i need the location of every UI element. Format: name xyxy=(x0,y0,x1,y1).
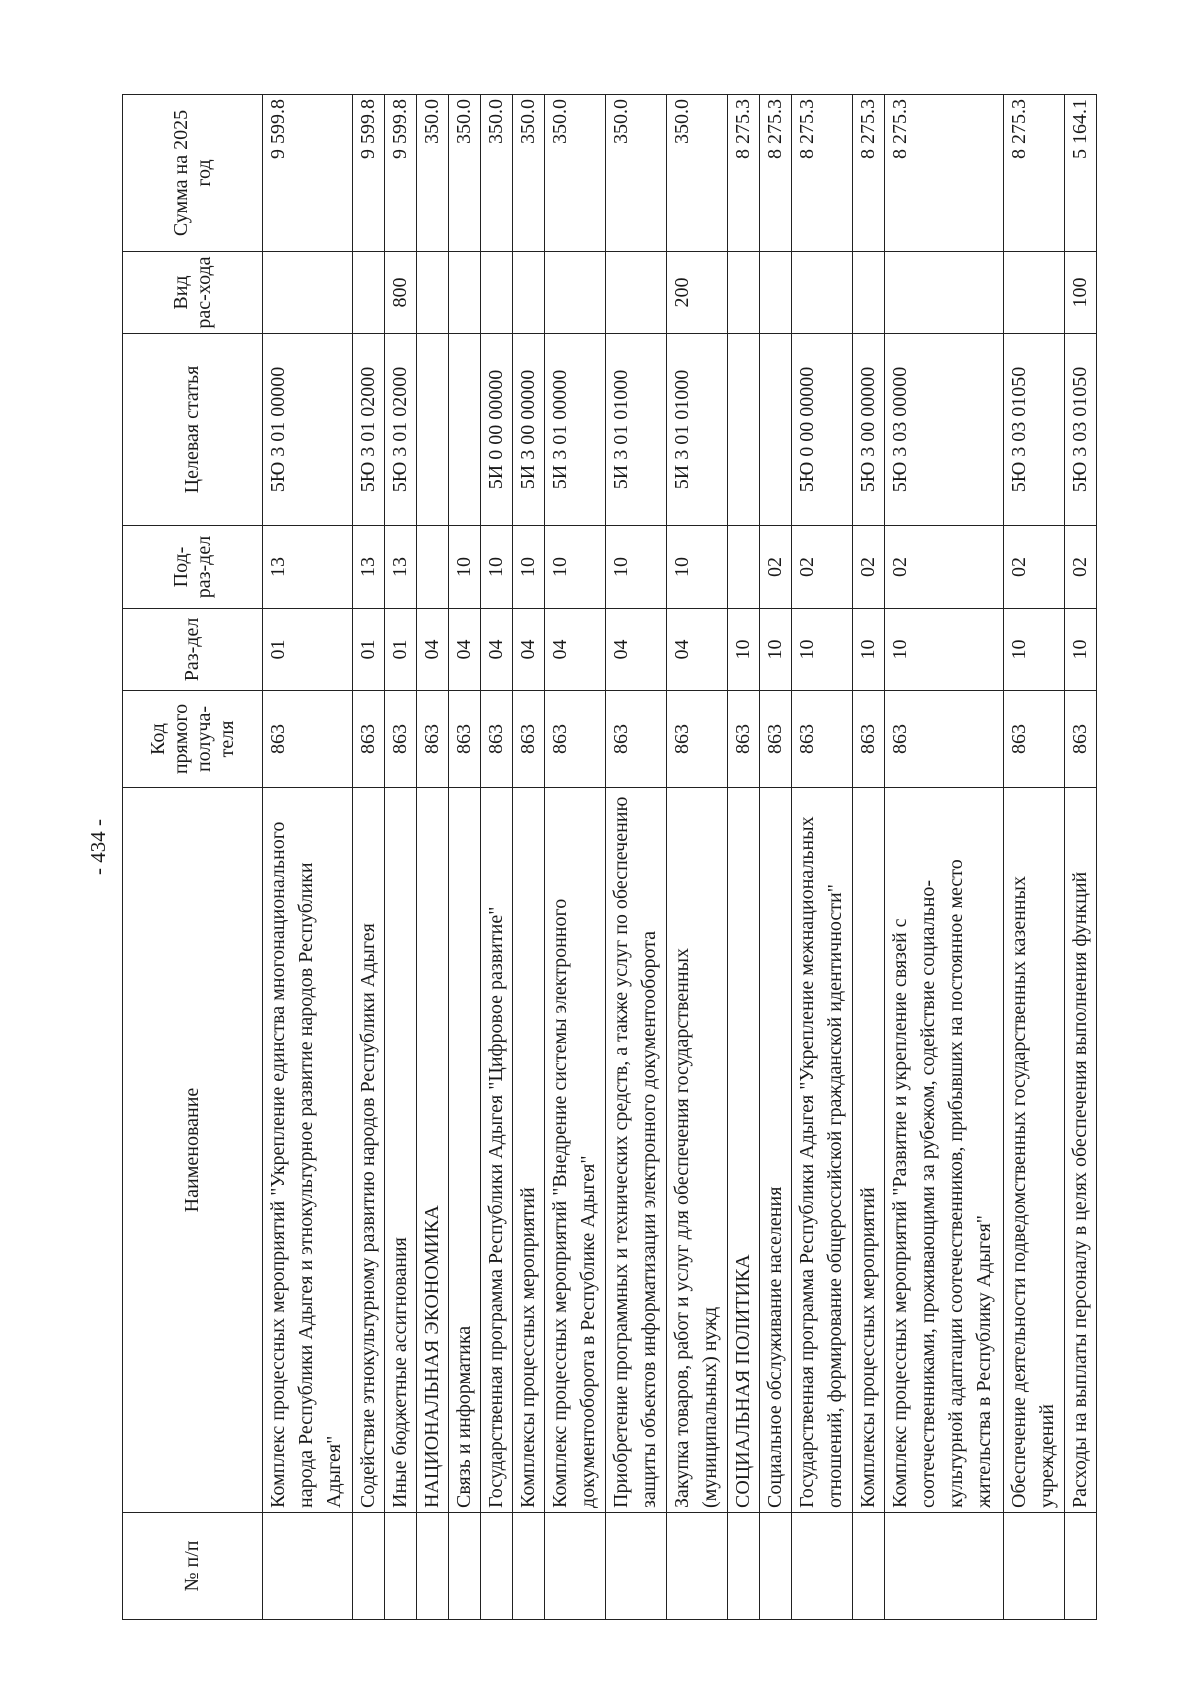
row-num xyxy=(513,1513,545,1620)
table-row xyxy=(513,95,545,1620)
table-row xyxy=(481,95,513,1620)
row-section: 10 xyxy=(853,609,885,691)
row-expense xyxy=(728,252,760,334)
table-row xyxy=(606,95,667,1620)
header-sum: Сумма на 2025 год xyxy=(123,95,263,252)
row-code: 863 xyxy=(449,691,481,788)
row-num xyxy=(792,1513,853,1620)
row-target: 5И 3 01 01000 xyxy=(667,334,728,526)
row-name: Социальное обслуживание населения xyxy=(760,788,792,1513)
table-row xyxy=(416,95,448,1620)
row-expense xyxy=(606,252,667,334)
row-expense xyxy=(513,252,545,334)
table-row xyxy=(760,95,792,1620)
budget-table xyxy=(122,94,1097,1620)
row-sum: 9 599.8 xyxy=(384,95,416,252)
row-name: НАЦИОНАЛЬНАЯ ЭКОНОМИКА xyxy=(416,788,448,1513)
row-sum: 8 275.3 xyxy=(760,95,792,252)
row-subsection: 02 xyxy=(1003,526,1064,609)
row-section: 04 xyxy=(667,609,728,691)
row-sum: 9 599.8 xyxy=(352,95,384,252)
row-code: 863 xyxy=(792,691,853,788)
row-num xyxy=(416,1513,448,1620)
table-row xyxy=(263,95,353,1620)
row-num xyxy=(481,1513,513,1620)
row-section: 10 xyxy=(760,609,792,691)
row-target: 5Ю 3 01 02000 xyxy=(352,334,384,526)
row-expense xyxy=(449,252,481,334)
page-number: - 434 - xyxy=(86,819,110,875)
row-subsection: 02 xyxy=(792,526,853,609)
table-row xyxy=(667,95,728,1620)
row-name: Иные бюджетные ассигнования xyxy=(384,788,416,1513)
table-row xyxy=(449,95,481,1620)
row-expense xyxy=(352,252,384,334)
row-sum: 8 275.3 xyxy=(885,95,1004,252)
row-target: 5Ю 0 00 00000 xyxy=(792,334,853,526)
header-num: № п/п xyxy=(123,1513,263,1620)
row-expense xyxy=(760,252,792,334)
row-subsection: 02 xyxy=(760,526,792,609)
row-section: 10 xyxy=(792,609,853,691)
row-name: Приобретение программных и технических средств, а также услуг по обеспечению защиты объектов информатизации электронного документооборота xyxy=(606,788,667,1513)
row-num xyxy=(1064,1513,1096,1620)
row-sum: 8 275.3 xyxy=(792,95,853,252)
table-row xyxy=(885,95,1004,1620)
row-name: Закупка товаров, работ и услуг для обеспечения государственных (муниципальных) нужд xyxy=(667,788,728,1513)
row-code: 863 xyxy=(513,691,545,788)
row-code: 863 xyxy=(416,691,448,788)
row-num xyxy=(263,1513,353,1620)
header-target: Целевая статья xyxy=(123,334,263,526)
row-code: 863 xyxy=(1064,691,1096,788)
row-expense xyxy=(853,252,885,334)
row-subsection: 02 xyxy=(853,526,885,609)
row-name: Связь и информатика xyxy=(449,788,481,1513)
row-code: 863 xyxy=(352,691,384,788)
row-name: Содействие этнокультурному развитию народов Республики Адыгея xyxy=(352,788,384,1513)
table-row xyxy=(1064,95,1096,1620)
row-section: 04 xyxy=(449,609,481,691)
header-code: Код прямого получа-теля xyxy=(123,691,263,788)
row-sum: 350.0 xyxy=(416,95,448,252)
row-target: 5Ю 3 01 02000 xyxy=(384,334,416,526)
row-target: 5И 3 01 01000 xyxy=(606,334,667,526)
row-code: 863 xyxy=(606,691,667,788)
row-subsection: 10 xyxy=(481,526,513,609)
row-num xyxy=(1003,1513,1064,1620)
row-sum: 350.0 xyxy=(545,95,606,252)
row-num xyxy=(606,1513,667,1620)
row-section: 10 xyxy=(728,609,760,691)
row-sum: 9 599.8 xyxy=(263,95,353,252)
row-code: 863 xyxy=(263,691,353,788)
row-expense xyxy=(481,252,513,334)
row-section: 10 xyxy=(1003,609,1064,691)
row-name: Комплексы процессных мероприятий xyxy=(513,788,545,1513)
row-subsection: 10 xyxy=(667,526,728,609)
table-row xyxy=(853,95,885,1620)
row-target: 5Ю 3 03 01050 xyxy=(1064,334,1096,526)
header-row xyxy=(123,95,263,1620)
row-name: Расходы на выплаты персоналу в целях обеспечения выполнения функций xyxy=(1064,788,1096,1513)
header-expense: Вид рас-хода xyxy=(123,252,263,334)
row-section: 10 xyxy=(885,609,1004,691)
row-expense xyxy=(545,252,606,334)
row-sum: 8 275.3 xyxy=(728,95,760,252)
header-name: Наименование xyxy=(123,788,263,1513)
table-row xyxy=(728,95,760,1620)
row-code: 863 xyxy=(667,691,728,788)
row-num xyxy=(853,1513,885,1620)
row-sum: 350.0 xyxy=(606,95,667,252)
row-section: 01 xyxy=(384,609,416,691)
row-name: Обеспечение деятельности подведомственных государственных казенных учреждений xyxy=(1003,788,1064,1513)
row-section: 04 xyxy=(545,609,606,691)
row-expense xyxy=(1003,252,1064,334)
row-code: 863 xyxy=(384,691,416,788)
row-code: 863 xyxy=(481,691,513,788)
row-num xyxy=(545,1513,606,1620)
row-target: 5Ю 3 03 01050 xyxy=(1003,334,1064,526)
row-expense xyxy=(885,252,1004,334)
row-name: Комплекс процессных мероприятий "Внедрение системы электронного документооборота в Республике Адыгея" xyxy=(545,788,606,1513)
row-sum: 350.0 xyxy=(667,95,728,252)
row-expense xyxy=(416,252,448,334)
row-target xyxy=(760,334,792,526)
row-sum: 350.0 xyxy=(449,95,481,252)
row-expense: 800 xyxy=(384,252,416,334)
budget-table-rotated xyxy=(122,95,1097,1620)
row-section: 04 xyxy=(481,609,513,691)
row-target xyxy=(416,334,448,526)
row-subsection: 10 xyxy=(606,526,667,609)
row-sum: 5 164.1 xyxy=(1064,95,1096,252)
row-section: 04 xyxy=(513,609,545,691)
row-subsection xyxy=(416,526,448,609)
header-subsection: Под-раз-дел xyxy=(123,526,263,609)
row-name: Комплекс процессных мероприятий "Развитие и укрепление связей с соотечественниками, проживающими за рубежом, содействие социально-культурной адаптации соотечественников, прибывших на постоянное место жительства в Республику Адыгея" xyxy=(885,788,1004,1513)
row-subsection: 10 xyxy=(545,526,606,609)
row-expense xyxy=(263,252,353,334)
row-target: 5И 0 00 00000 xyxy=(481,334,513,526)
row-subsection: 13 xyxy=(263,526,353,609)
row-code: 863 xyxy=(545,691,606,788)
row-target: 5Ю 3 03 00000 xyxy=(885,334,1004,526)
row-name: СОЦИАЛЬНАЯ ПОЛИТИКА xyxy=(728,788,760,1513)
row-expense: 100 xyxy=(1064,252,1096,334)
row-subsection: 10 xyxy=(449,526,481,609)
row-num xyxy=(384,1513,416,1620)
row-code: 863 xyxy=(728,691,760,788)
row-section: 10 xyxy=(1064,609,1096,691)
row-target: 5И 3 01 00000 xyxy=(545,334,606,526)
row-subsection: 02 xyxy=(885,526,1004,609)
row-num xyxy=(352,1513,384,1620)
row-expense: 200 xyxy=(667,252,728,334)
row-target: 5И 3 00 00000 xyxy=(513,334,545,526)
row-num xyxy=(728,1513,760,1620)
row-sum: 8 275.3 xyxy=(1003,95,1064,252)
row-subsection: 13 xyxy=(384,526,416,609)
table-row xyxy=(352,95,384,1620)
row-name: Комплексы процессных мероприятий xyxy=(853,788,885,1513)
row-code: 863 xyxy=(760,691,792,788)
row-num xyxy=(885,1513,1004,1620)
row-subsection: 13 xyxy=(352,526,384,609)
row-section: 04 xyxy=(606,609,667,691)
row-target xyxy=(728,334,760,526)
row-num xyxy=(760,1513,792,1620)
row-sum: 350.0 xyxy=(513,95,545,252)
table-row xyxy=(1003,95,1064,1620)
table-row xyxy=(384,95,416,1620)
row-name: Государственная программа Республики Адыгея "Укрепление межнациональных отношений, формирование общероссийской гражданской идентичности" xyxy=(792,788,853,1513)
row-name: Государственная программа Республики Адыгея "Цифровое развитие" xyxy=(481,788,513,1513)
row-expense xyxy=(792,252,853,334)
row-subsection: 02 xyxy=(1064,526,1096,609)
row-subsection: 10 xyxy=(513,526,545,609)
row-target xyxy=(449,334,481,526)
row-name: Комплекс процессных мероприятий "Укрепление единства многонационального народа Республики Адыгея и этнокультурное развитие народов Республики Адыгея" xyxy=(263,788,353,1513)
row-sum: 350.0 xyxy=(481,95,513,252)
row-section: 01 xyxy=(263,609,353,691)
row-num xyxy=(449,1513,481,1620)
row-code: 863 xyxy=(853,691,885,788)
table-row xyxy=(545,95,606,1620)
row-section: 01 xyxy=(352,609,384,691)
row-target: 5Ю 3 00 00000 xyxy=(853,334,885,526)
row-target: 5Ю 3 01 00000 xyxy=(263,334,353,526)
row-num xyxy=(667,1513,728,1620)
table-row xyxy=(792,95,853,1620)
row-code: 863 xyxy=(885,691,1004,788)
header-section: Раз-дел xyxy=(123,609,263,691)
row-sum: 8 275.3 xyxy=(853,95,885,252)
row-section: 04 xyxy=(416,609,448,691)
row-code: 863 xyxy=(1003,691,1064,788)
row-subsection xyxy=(728,526,760,609)
